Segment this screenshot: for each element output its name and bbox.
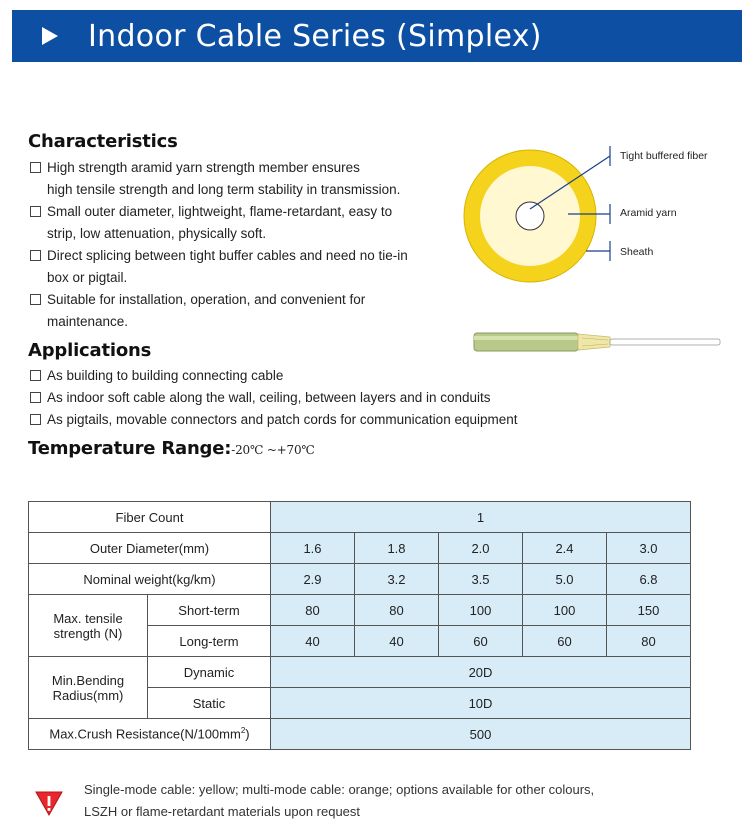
table-cell: 1.6 — [271, 533, 355, 564]
long-term-label: Long-term — [148, 626, 271, 657]
applications-heading: Applications — [28, 340, 152, 361]
table-cell: 6.8 — [607, 564, 691, 595]
cable-jacket-highlight — [474, 336, 578, 340]
table-cell: 3.0 — [607, 533, 691, 564]
spec-table — [28, 501, 691, 750]
list-item-text: Direct splicing between tight buffer cables and need no tie-in — [47, 248, 408, 263]
table-cell: 2.4 — [523, 533, 607, 564]
warning-triangle-icon — [34, 789, 64, 817]
table-row — [29, 564, 691, 595]
table-cell: 2.9 — [271, 564, 355, 595]
cable-side-view — [474, 333, 720, 351]
list-item — [28, 157, 458, 201]
temperature-label: Temperature Range: — [28, 438, 232, 459]
fiber-count-value: 1 — [271, 502, 691, 533]
checkbox-square-icon — [30, 414, 41, 425]
list-item-text: high tensile strength and long term stability in transmission. — [47, 182, 401, 197]
tensile-label: Max. tensile strength (N) — [29, 595, 148, 657]
table-cell: 100 — [439, 595, 523, 626]
dynamic-label: Dynamic — [148, 657, 271, 688]
table-cell: 80 — [607, 626, 691, 657]
cable-jacket — [474, 333, 578, 351]
title-banner — [12, 10, 742, 62]
fiber-label: Tight buffered fiber — [620, 150, 708, 162]
color-note — [84, 779, 704, 823]
table-row — [29, 595, 691, 626]
checkbox-square-icon — [30, 162, 41, 173]
aramid-label: Aramid yarn — [620, 207, 677, 219]
checkbox-square-icon — [30, 250, 41, 261]
note-line: Single-mode cable: yellow; multi-mode cable: orange; options available for other colours, — [84, 782, 595, 797]
table-cell: 3.5 — [439, 564, 523, 595]
outer-diameter-label: Outer Diameter(mm) — [29, 533, 271, 564]
table-cell: 5.0 — [523, 564, 607, 595]
note-line: LSZH or flame-retardant materials upon request — [84, 804, 361, 819]
list-item — [28, 409, 628, 431]
list-item — [28, 245, 458, 289]
crush-label-sup: 2 — [240, 726, 246, 736]
characteristics-list — [28, 157, 458, 333]
crush-label-close: ) — [245, 726, 250, 742]
checkbox-square-icon — [30, 294, 41, 305]
crush-value: 500 — [271, 719, 691, 750]
short-term-label: Short-term — [148, 595, 271, 626]
list-item — [28, 289, 458, 333]
list-item-text: maintenance. — [47, 314, 129, 329]
cable-cross-section-diagram — [460, 138, 740, 368]
crush-label-text: Max.Crush Resistance(N/100mm — [49, 726, 241, 742]
table-row — [29, 657, 691, 688]
list-item-text: As indoor soft cable along the wall, ceiling, between layers and in conduits — [47, 390, 491, 405]
table-cell: 80 — [355, 595, 439, 626]
play-arrow-icon — [42, 27, 58, 45]
checkbox-square-icon — [30, 206, 41, 217]
static-value: 10D — [271, 688, 691, 719]
list-item-text: box or pigtail. — [47, 270, 128, 285]
table-row — [29, 502, 691, 533]
table-cell: 1.8 — [355, 533, 439, 564]
buffered-fiber — [610, 339, 720, 345]
list-item-text: Suitable for installation, operation, and convenient for — [47, 292, 366, 307]
table-row — [29, 533, 691, 564]
temperature-heading — [28, 438, 315, 459]
crush-label — [29, 719, 271, 750]
table-cell: 2.0 — [439, 533, 523, 564]
table-cell: 150 — [607, 595, 691, 626]
list-item-text: As pigtails, movable connectors and patch cords for communication equipment — [47, 412, 518, 427]
characteristics-heading: Characteristics — [28, 131, 178, 152]
checkbox-square-icon — [30, 370, 41, 381]
page-title: Indoor Cable Series (Simplex) — [88, 18, 542, 54]
list-item-text: strip, low attenuation, physically soft. — [47, 226, 267, 241]
list-item-text: High strength aramid yarn strength member ensures — [47, 160, 360, 175]
list-item-text: Small outer diameter, lightweight, flame-retardant, easy to — [47, 204, 393, 219]
bending-label: Min.Bending Radius(mm) — [29, 657, 148, 719]
list-item — [28, 387, 628, 409]
static-label: Static — [148, 688, 271, 719]
table-row — [29, 719, 691, 750]
table-cell: 40 — [355, 626, 439, 657]
table-cell: 3.2 — [355, 564, 439, 595]
table-cell: 100 — [523, 595, 607, 626]
sheath-label: Sheath — [620, 246, 654, 258]
list-item — [28, 365, 628, 387]
dynamic-value: 20D — [271, 657, 691, 688]
fiber-count-label: Fiber Count — [29, 502, 271, 533]
weight-label: Nominal weight(kg/km) — [29, 564, 271, 595]
checkbox-square-icon — [30, 392, 41, 403]
table-cell: 40 — [271, 626, 355, 657]
table-cell: 60 — [439, 626, 523, 657]
table-cell: 60 — [523, 626, 607, 657]
table-cell: 80 — [271, 595, 355, 626]
list-item-text: As building to building connecting cable — [47, 368, 284, 383]
tight-buffered-fiber — [516, 202, 544, 230]
applications-list — [28, 365, 628, 431]
list-item — [28, 201, 458, 245]
aramid-yarn-strands — [578, 334, 610, 350]
temperature-value: -20℃ ~+70℃ — [231, 443, 315, 457]
